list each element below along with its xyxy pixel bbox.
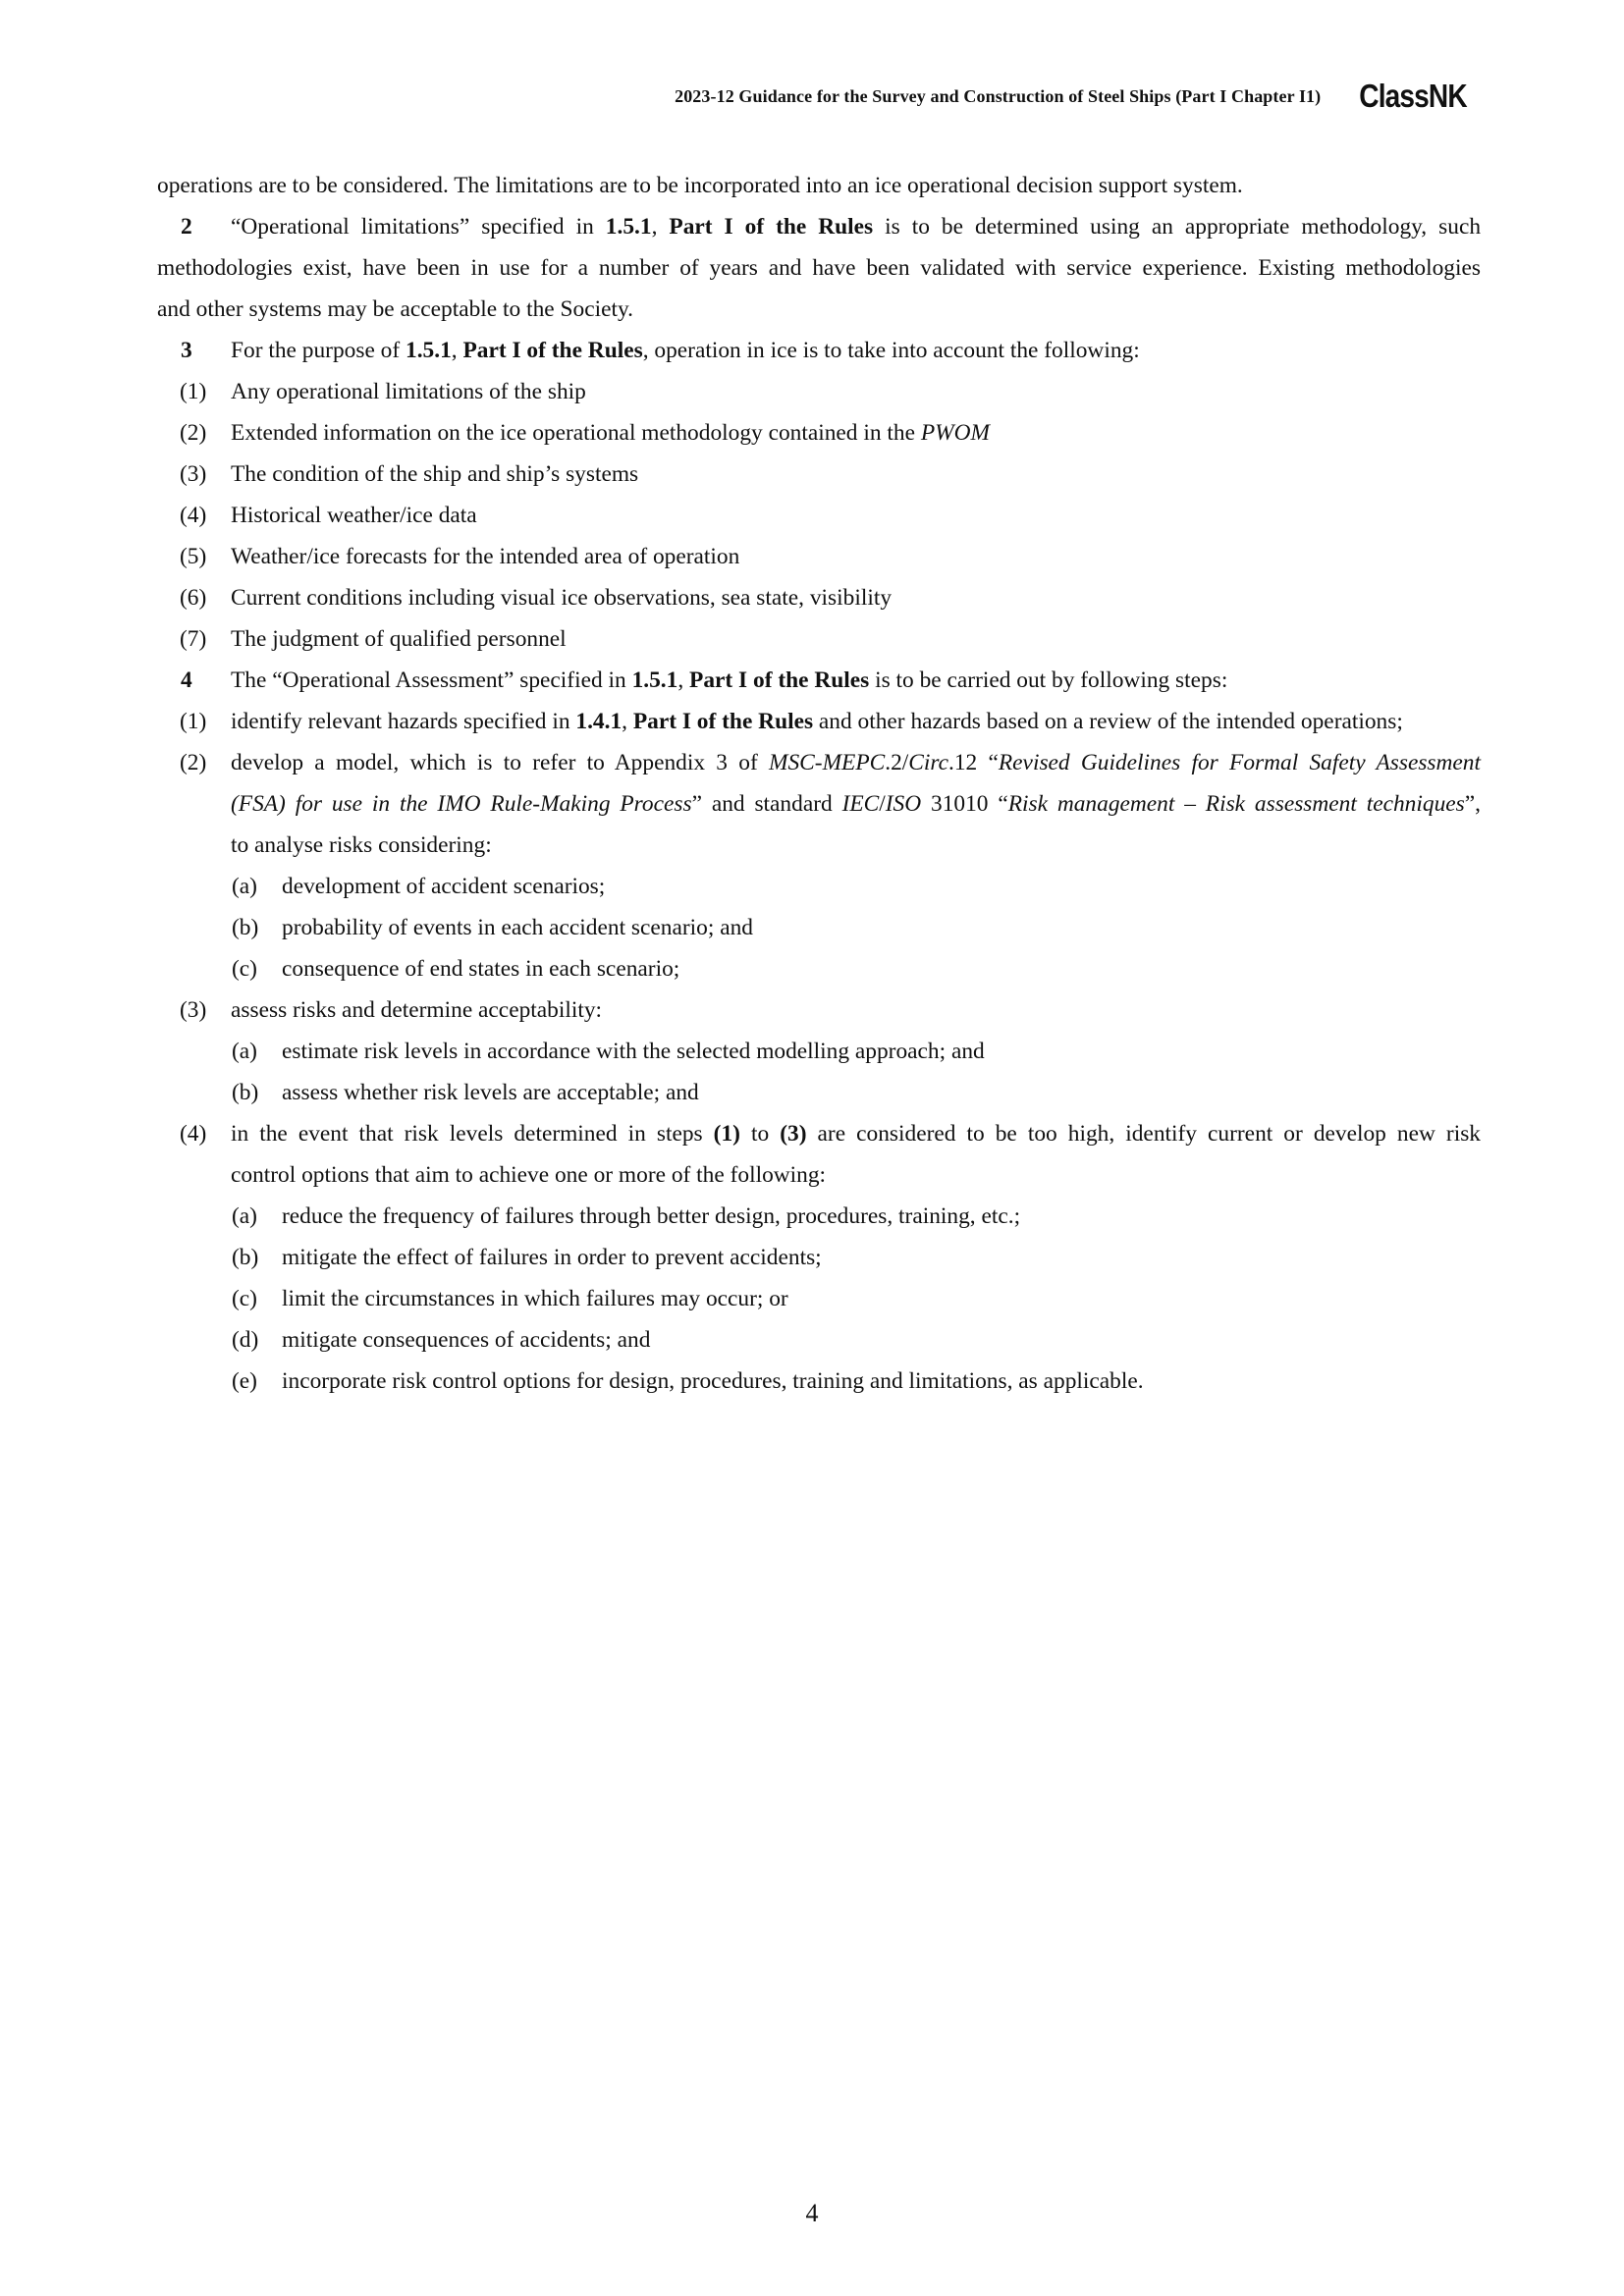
list-item bbox=[157, 454, 1481, 495]
item-label: (6) bbox=[180, 585, 207, 611]
item-label: (d) bbox=[232, 1327, 259, 1353]
paragraph-4 bbox=[157, 660, 1481, 1402]
item-text: Historical weather/ice data bbox=[231, 503, 477, 528]
doc-ref: Circ bbox=[908, 750, 948, 775]
text: 31010 “ bbox=[921, 791, 1008, 817]
text: is to be determined using an appropriate methodology, such bbox=[873, 214, 1482, 240]
text: / bbox=[879, 791, 886, 817]
list-item-continuation: control options that aim to achieve one or more of the following: bbox=[231, 1162, 827, 1188]
list-item bbox=[157, 701, 1481, 742]
item-text: estimate risk levels in accordance with the selected modelling approach; and bbox=[282, 1039, 985, 1064]
text: develop a model, which is to refer to Appendix 3 of bbox=[231, 750, 769, 775]
item-text: mitigate consequences of accidents; and bbox=[282, 1327, 651, 1353]
sep: , bbox=[651, 214, 670, 240]
text: and other hazards based on a review of the intended operations; bbox=[813, 709, 1403, 734]
paragraph-number: 4 bbox=[181, 667, 192, 693]
ref-rules: Part I of the Rules bbox=[669, 214, 874, 240]
item-text: limit the circumstances in which failures may occur; or bbox=[282, 1286, 788, 1311]
paragraph-2-line: and other systems may be acceptable to the Society. bbox=[157, 296, 633, 322]
item-label: (b) bbox=[232, 1245, 259, 1270]
text: Extended information on the ice operational methodology contained in the bbox=[231, 420, 921, 446]
sub-list-item bbox=[157, 1278, 1481, 1319]
item-label: (e) bbox=[232, 1368, 257, 1394]
text: For the purpose of bbox=[231, 338, 406, 363]
paragraph-number: 2 bbox=[181, 214, 192, 240]
ref-rules: Part I of the Rules bbox=[632, 709, 814, 734]
item-text: mitigate the effect of failures in order to prevent accidents; bbox=[282, 1245, 822, 1270]
doc-ref: MSC-MEPC bbox=[769, 750, 886, 775]
paragraph-3 bbox=[157, 330, 1481, 660]
ref-section: 1.5.1 bbox=[605, 214, 652, 240]
list-item bbox=[157, 412, 1481, 454]
sub-list-item bbox=[157, 1361, 1481, 1402]
list-item bbox=[157, 742, 1481, 783]
sub-list-item bbox=[157, 1196, 1481, 1237]
item-text: consequence of end states in each scenario; bbox=[282, 956, 680, 982]
item-label: (b) bbox=[232, 1080, 259, 1105]
text: is to be carried out by following steps: bbox=[869, 667, 1228, 693]
doc-title: Risk management – Risk assessment techniques bbox=[1007, 791, 1465, 817]
item-label: (2) bbox=[180, 420, 207, 446]
item-label: (1) bbox=[180, 709, 207, 734]
item-text bbox=[231, 742, 1481, 783]
text: ” and standard bbox=[691, 791, 842, 817]
item-text: assess risks and determine acceptability: bbox=[231, 997, 603, 1023]
item-text bbox=[231, 1113, 1481, 1154]
text: “Operational limitations” specified in bbox=[231, 214, 606, 240]
item-text: development of accident scenarios; bbox=[282, 874, 606, 899]
text: ”, bbox=[1464, 791, 1481, 817]
page-header bbox=[157, 77, 1467, 116]
list-item bbox=[157, 577, 1481, 618]
sub-list-item bbox=[157, 1031, 1481, 1072]
document-body bbox=[157, 165, 1481, 1402]
sub-list-item bbox=[157, 948, 1481, 989]
item-label: (a) bbox=[232, 874, 257, 899]
list-item bbox=[157, 371, 1481, 412]
ref-rules: Part I of the Rules bbox=[689, 667, 870, 693]
text: identify relevant hazards specified in bbox=[231, 709, 576, 734]
item-label: (4) bbox=[180, 503, 207, 528]
ref-section: 1.5.1 bbox=[406, 338, 452, 363]
item-text: probability of events in each accident scenario; and bbox=[282, 915, 753, 940]
intro-paragraph: operations are to be considered. The limitations are to be incorporated into an ice operational decision support system. bbox=[157, 173, 1243, 198]
ref-rules: Part I of the Rules bbox=[462, 338, 643, 363]
text: to bbox=[739, 1121, 781, 1147]
item-label: (c) bbox=[232, 956, 257, 982]
standard-ref: ISO bbox=[885, 791, 922, 817]
text: , operation in ice is to take into account the following: bbox=[642, 338, 1140, 363]
item-label: (a) bbox=[232, 1203, 257, 1229]
sub-list-item bbox=[157, 1072, 1481, 1113]
item-label: (7) bbox=[180, 626, 207, 652]
page-number: 4 bbox=[805, 2199, 819, 2227]
ref-section: 1.5.1 bbox=[631, 667, 678, 693]
header-title: 2023-12 Guidance for the Survey and Construction of Steel Ships (Part I Chapter I1) bbox=[675, 85, 1322, 106]
item-label: (a) bbox=[232, 1039, 257, 1064]
text: .2/ bbox=[885, 750, 909, 775]
item-text: reduce the frequency of failures through better design, procedures, training, etc.; bbox=[282, 1203, 1021, 1229]
list-item-continuation bbox=[157, 783, 1481, 825]
list-item bbox=[157, 1113, 1481, 1154]
sep: , bbox=[451, 338, 463, 363]
sub-list-item bbox=[157, 1319, 1481, 1361]
step-ref: (1) bbox=[713, 1121, 740, 1147]
item-text: Current conditions including visual ice observations, sea state, visibility bbox=[231, 585, 893, 611]
text: in the event that risk levels determined in steps bbox=[231, 1121, 714, 1147]
item-label: (5) bbox=[180, 544, 207, 569]
list-item bbox=[157, 495, 1481, 536]
doc-title: Revised Guidelines for Formal Safety Assessment bbox=[998, 750, 1481, 775]
item-text: assess whether risk levels are acceptable; and bbox=[282, 1080, 699, 1105]
list-item bbox=[157, 536, 1481, 577]
ref-section: 1.4.1 bbox=[575, 709, 623, 734]
item-label: (3) bbox=[180, 461, 207, 487]
text: .12 “ bbox=[948, 750, 999, 775]
item-text: incorporate risk control options for design, procedures, training and limitations, as applicable. bbox=[282, 1368, 1144, 1394]
sub-list-item bbox=[157, 907, 1481, 948]
standard-ref: IEC bbox=[841, 791, 880, 817]
item-text: Weather/ice forecasts for the intended area of operation bbox=[231, 544, 740, 569]
doc-title: (FSA) for use in the IMO Rule-Making Process bbox=[231, 791, 692, 817]
item-label: (4) bbox=[180, 1121, 207, 1147]
item-label: (b) bbox=[232, 915, 259, 940]
sub-list-item bbox=[157, 866, 1481, 907]
paragraph-2 bbox=[157, 206, 1481, 330]
sep: , bbox=[677, 667, 690, 693]
item-text bbox=[231, 412, 1481, 454]
list-item-continuation: to analyse risks considering: bbox=[231, 832, 492, 858]
text: are considered to be too high, identify current or develop new risk bbox=[806, 1121, 1481, 1147]
item-text: The condition of the ship and ship’s systems bbox=[231, 461, 639, 487]
list-item bbox=[157, 618, 1481, 660]
step-ref: (3) bbox=[780, 1121, 807, 1147]
item-label: (c) bbox=[232, 1286, 257, 1311]
classnk-logo: ClassNK bbox=[1359, 78, 1467, 114]
item-label: (3) bbox=[180, 997, 207, 1023]
item-text: Any operational limitations of the ship bbox=[231, 379, 586, 404]
paragraph-number: 3 bbox=[181, 338, 192, 363]
sub-list-item bbox=[157, 1237, 1481, 1278]
item-label: (1) bbox=[180, 379, 207, 404]
paragraph-2-line: methodologies exist, have been in use for a number of years and have been validated with service experience. Existing methodologies bbox=[157, 255, 1481, 281]
item-text bbox=[231, 701, 1481, 742]
item-label: (2) bbox=[180, 750, 207, 775]
sep: , bbox=[622, 709, 633, 734]
pwom-term: PWOM bbox=[920, 420, 990, 446]
text: The “Operational Assessment” specified in bbox=[231, 667, 632, 693]
list-item bbox=[157, 989, 1481, 1031]
item-text: The judgment of qualified personnel bbox=[231, 626, 567, 652]
